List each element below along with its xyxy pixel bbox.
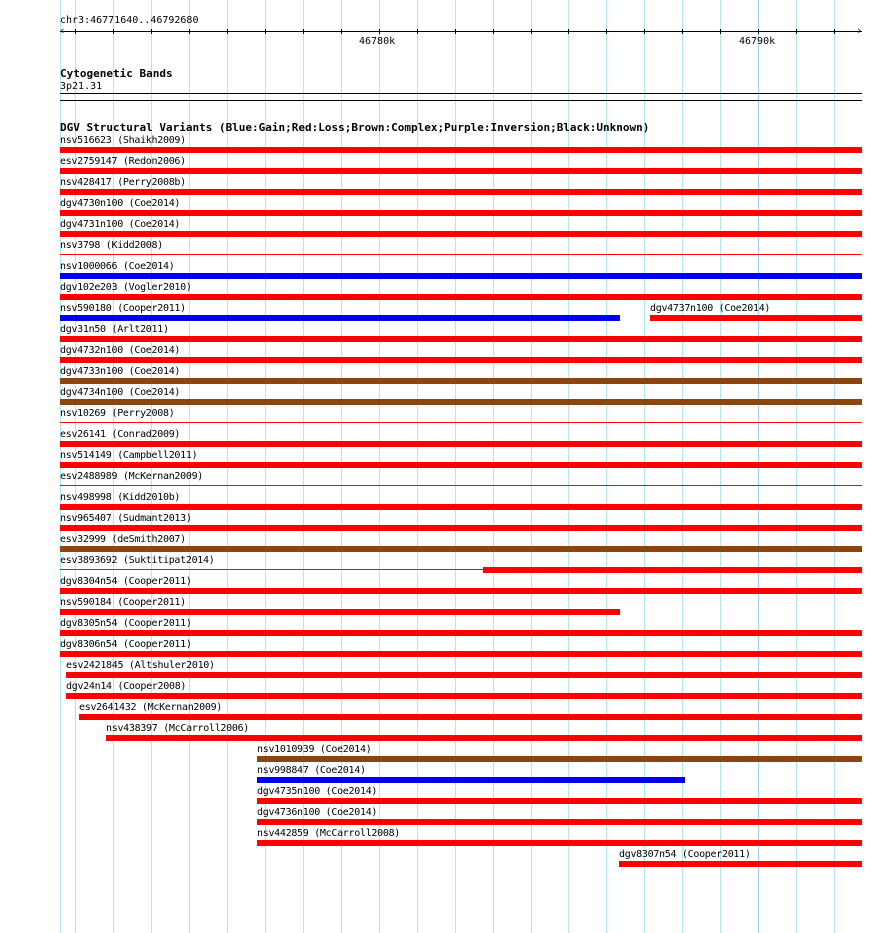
- variant-bar[interactable]: [60, 168, 862, 174]
- dgv-track-title: DGV Structural Variants (Blue:Gain;Red:Loss;Brown:Complex;Purple:Inversion;Black:Unknown): [60, 121, 650, 134]
- variant-label[interactable]: nsv442859 (McCarroll2008): [257, 828, 401, 839]
- variant-bar[interactable]: [106, 735, 862, 741]
- variant-label[interactable]: nsv998847 (Coe2014): [257, 765, 366, 776]
- variant-label[interactable]: nsv10269 (Perry2008): [60, 408, 175, 419]
- variant-bar[interactable]: [60, 588, 862, 594]
- ruler-axis-line: [60, 31, 862, 32]
- ruler-tick: [189, 29, 190, 34]
- ruler-tick: [834, 29, 835, 34]
- variant-label[interactable]: dgv4732n100 (Coe2014): [60, 345, 181, 356]
- variant-label[interactable]: esv26141 (Conrad2009): [60, 429, 181, 440]
- variant-label[interactable]: dgv4735n100 (Coe2014): [257, 786, 378, 797]
- variant-bar[interactable]: [60, 399, 862, 405]
- arrow-right-icon: ›: [856, 24, 863, 37]
- variant-label[interactable]: dgv4736n100 (Coe2014): [257, 807, 378, 818]
- variant-bar[interactable]: [257, 840, 862, 846]
- variant-bar[interactable]: [66, 672, 862, 678]
- ruler-tick: [455, 29, 456, 34]
- ruler-tick: [151, 29, 152, 34]
- variant-bar[interactable]: [650, 315, 862, 321]
- variant-bar[interactable]: [60, 273, 862, 279]
- ruler-tick: [493, 29, 494, 34]
- variant-label[interactable]: dgv4734n100 (Coe2014): [60, 387, 181, 398]
- variant-bar[interactable]: [257, 798, 862, 804]
- variant-bar[interactable]: [60, 422, 862, 423]
- position-label: chr3:46771640..46792680: [60, 15, 199, 26]
- ruler-tick: [303, 29, 304, 34]
- variant-label[interactable]: esv2759147 (Redon2006): [60, 156, 186, 167]
- variant-label[interactable]: nsv1010939 (Coe2014): [257, 744, 372, 755]
- ruler-tick: [341, 29, 342, 34]
- variant-label[interactable]: esv2488989 (McKernan2009): [60, 471, 204, 482]
- variant-bar[interactable]: [60, 210, 862, 216]
- ruler-tick: [606, 29, 607, 34]
- variant-bar[interactable]: [60, 378, 862, 384]
- variant-bar[interactable]: [66, 693, 862, 699]
- variant-label[interactable]: esv3893692 (Suktitipat2014): [60, 555, 215, 566]
- variant-bar[interactable]: [60, 357, 862, 363]
- ruler-tick: [758, 29, 759, 34]
- variant-label[interactable]: dgv4731n100 (Coe2014): [60, 219, 181, 230]
- ruler-tick: [379, 29, 380, 34]
- variant-label[interactable]: nsv514149 (Campbell2011): [60, 450, 198, 461]
- ruler-tick: [720, 29, 721, 34]
- cytoband-name: 3p21.31: [60, 81, 103, 92]
- variant-bar[interactable]: [60, 651, 862, 657]
- variant-label[interactable]: nsv1000066 (Coe2014): [60, 261, 175, 272]
- variant-label[interactable]: esv32999 (deSmith2007): [60, 534, 186, 545]
- variant-label[interactable]: dgv8305n54 (Cooper2011): [60, 618, 192, 629]
- ruler-tick: [227, 29, 228, 34]
- variant-bar[interactable]: [60, 315, 620, 321]
- variant-label[interactable]: dgv8304n54 (Cooper2011): [60, 576, 192, 587]
- variant-bar[interactable]: [60, 254, 862, 255]
- variant-bar[interactable]: [60, 189, 862, 195]
- ruler-tick: [417, 29, 418, 34]
- variant-label[interactable]: nsv498998 (Kidd2010b): [60, 492, 181, 503]
- variant-bar[interactable]: [79, 714, 862, 720]
- variant-bar[interactable]: [60, 294, 862, 300]
- variant-label[interactable]: esv2641432 (McKernan2009): [79, 702, 223, 713]
- ruler-tick: [531, 29, 532, 34]
- variant-label[interactable]: nsv516623 (Shaikh2009): [60, 135, 186, 146]
- variant-label[interactable]: nsv3798 (Kidd2008): [60, 240, 163, 251]
- ruler-tick: [113, 29, 114, 34]
- variant-label[interactable]: dgv8306n54 (Cooper2011): [60, 639, 192, 650]
- variant-bar[interactable]: [257, 756, 862, 762]
- ruler-tick: [682, 29, 683, 34]
- variant-label[interactable]: dgv102e203 (Vogler2010): [60, 282, 192, 293]
- variant-bar-thin[interactable]: [60, 569, 483, 570]
- variant-label[interactable]: dgv4730n100 (Coe2014): [60, 198, 181, 209]
- variant-label[interactable]: dgv8307n54 (Cooper2011): [619, 849, 751, 860]
- variant-label[interactable]: nsv965407 (Sudmant2013): [60, 513, 192, 524]
- variant-bar[interactable]: [60, 485, 862, 486]
- tick-label-46780k: 46780k: [359, 36, 396, 47]
- variant-label[interactable]: dgv4733n100 (Coe2014): [60, 366, 181, 377]
- variant-bar[interactable]: [60, 504, 862, 510]
- ruler-tick: [75, 29, 76, 34]
- ruler-tick: [265, 29, 266, 34]
- variant-bar[interactable]: [60, 231, 862, 237]
- ruler-tick: [796, 29, 797, 34]
- variant-label[interactable]: dgv4737n100 (Coe2014): [650, 303, 771, 314]
- variant-bar[interactable]: [60, 147, 862, 153]
- variant-bar[interactable]: [60, 630, 862, 636]
- variant-bar[interactable]: [60, 441, 862, 447]
- variant-label[interactable]: dgv31n50 (Arlt2011): [60, 324, 169, 335]
- arrow-left-icon: ‹: [59, 24, 66, 37]
- variant-bar[interactable]: [483, 567, 862, 573]
- variant-bar[interactable]: [60, 336, 862, 342]
- variant-bar[interactable]: [257, 819, 862, 825]
- variant-bar[interactable]: [60, 546, 862, 552]
- variant-bar[interactable]: [257, 777, 685, 783]
- variant-bar[interactable]: [60, 609, 620, 615]
- variant-bar[interactable]: [60, 525, 862, 531]
- ruler-tick: [644, 29, 645, 34]
- variant-label[interactable]: nsv590184 (Cooper2011): [60, 597, 186, 608]
- ruler-tick: [568, 29, 569, 34]
- variant-bar[interactable]: [60, 462, 862, 468]
- variant-label[interactable]: esv2421845 (Altshuler2010): [66, 660, 215, 671]
- cytoband-track-title: Cytogenetic Bands: [60, 67, 173, 80]
- cytoband-bottom-line: [60, 100, 862, 101]
- variant-bar[interactable]: [619, 861, 862, 867]
- variant-label[interactable]: nsv590180 (Cooper2011): [60, 303, 186, 314]
- variant-label[interactable]: nsv428417 (Perry2008b): [60, 177, 186, 188]
- cytoband-top-line: [60, 93, 862, 94]
- variant-label[interactable]: nsv438397 (McCarroll2006): [106, 723, 250, 734]
- variant-label[interactable]: dgv24n14 (Cooper2008): [66, 681, 187, 692]
- tick-label-46790k: 46790k: [739, 36, 776, 47]
